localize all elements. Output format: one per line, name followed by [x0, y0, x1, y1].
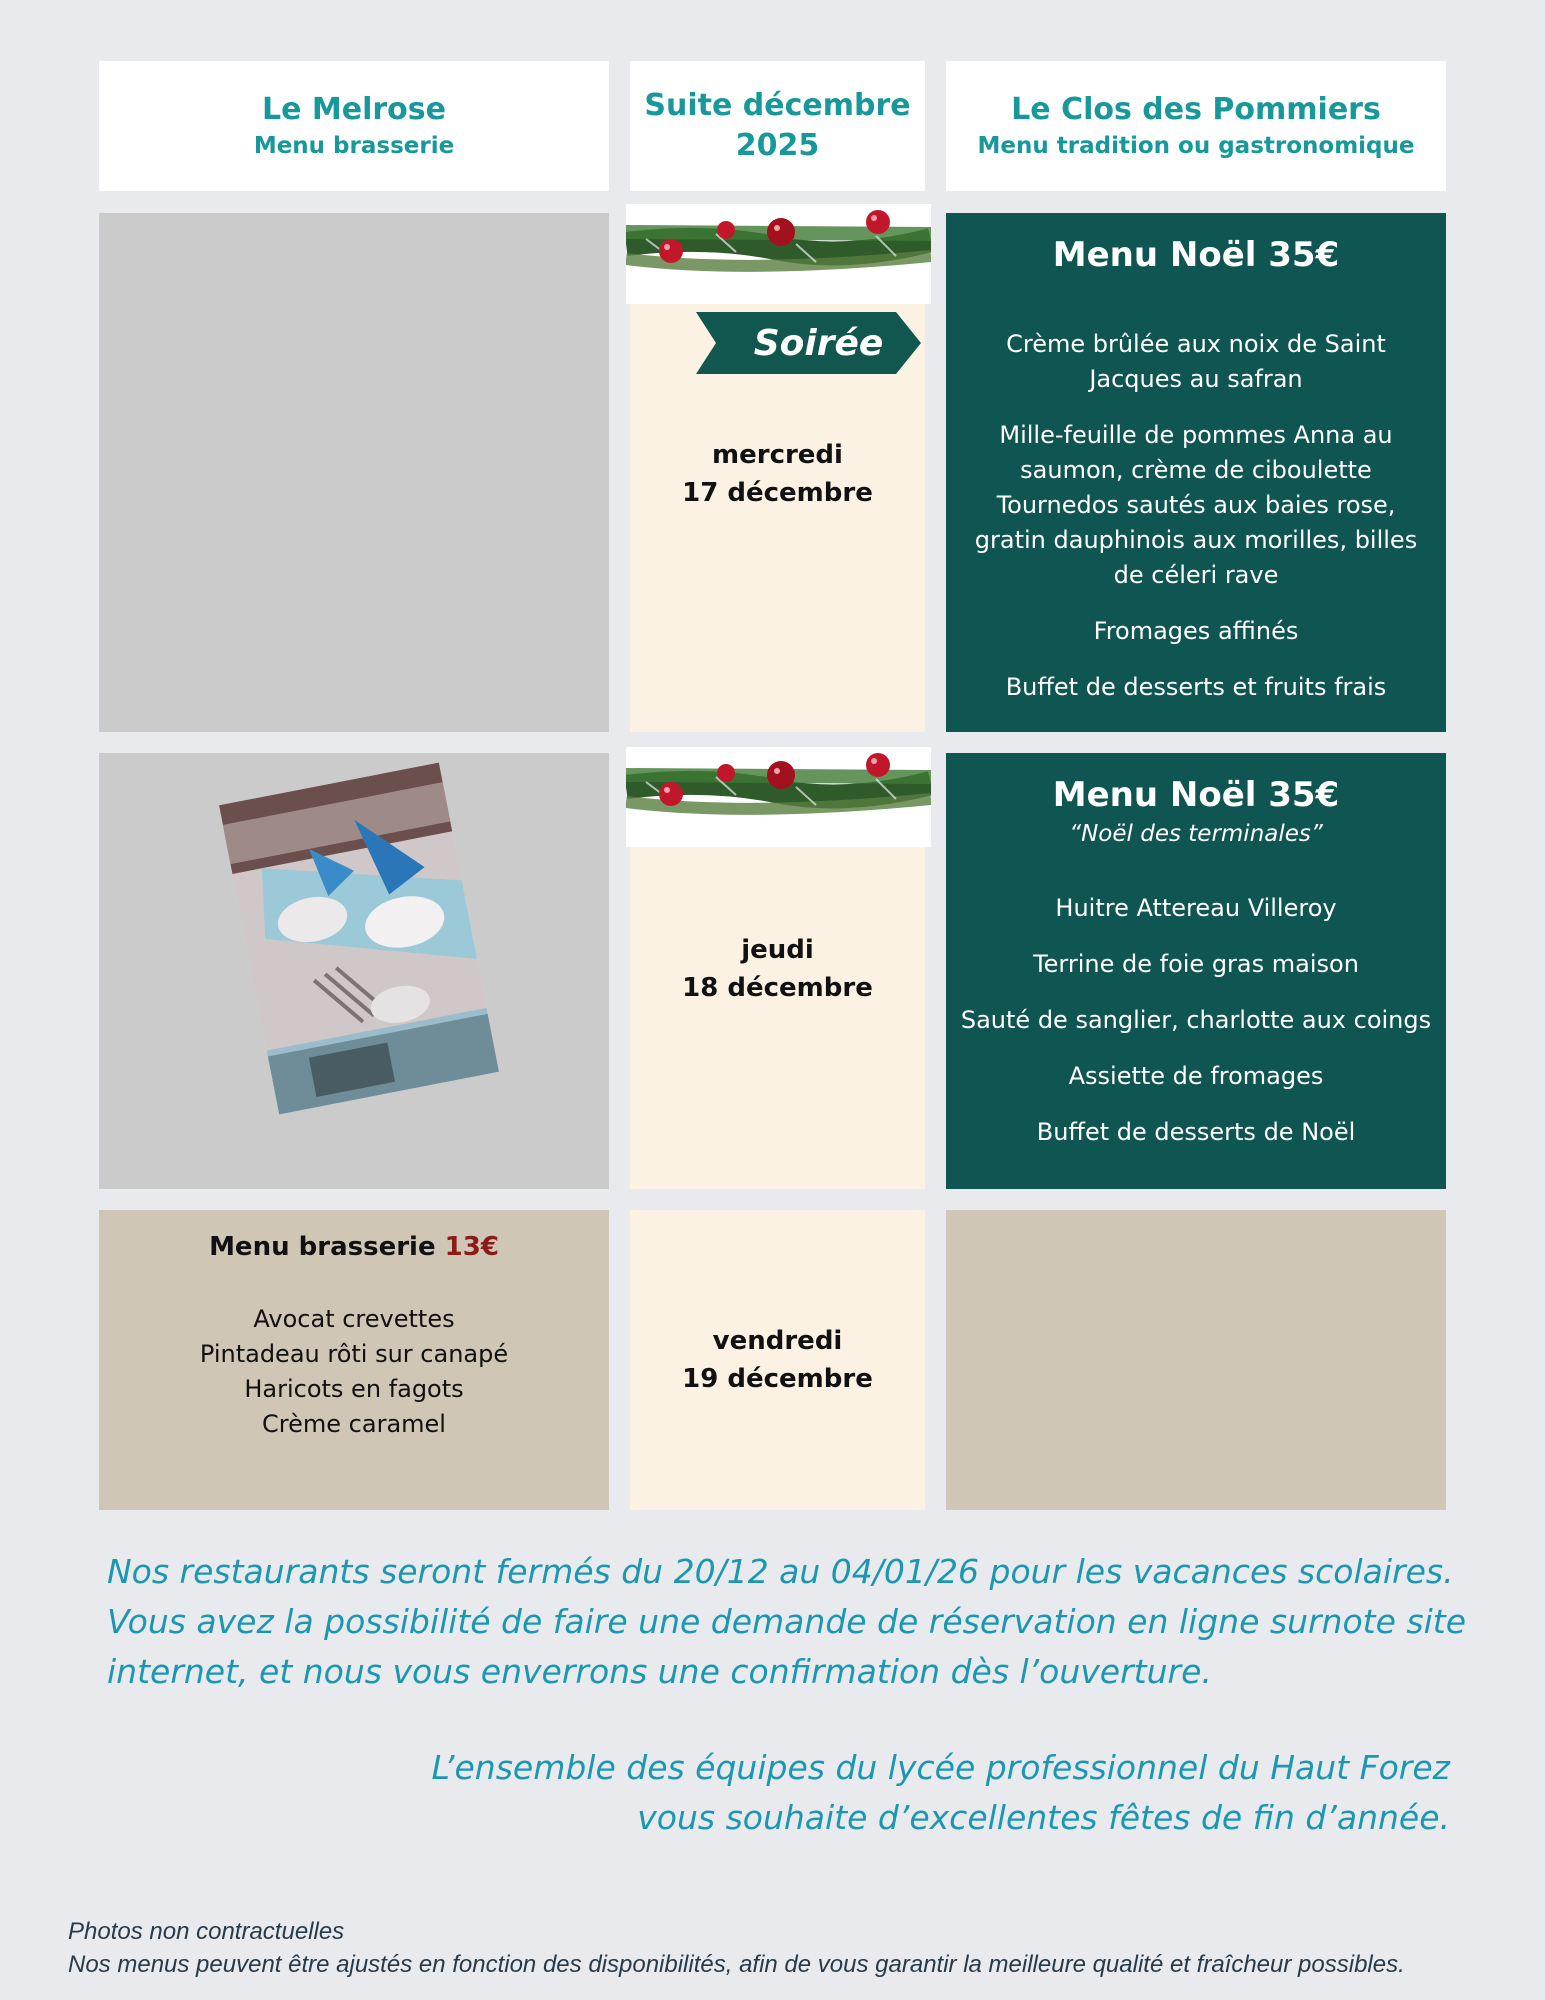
season-wishes-line: vous souhaite d’excellentes fêtes de fin d’année. — [637, 1798, 1450, 1837]
date-cell-fri — [630, 1210, 925, 1510]
date-fri-day: vendredi — [712, 1326, 843, 1356]
menu-brasserie-label: Menu brasserie — [209, 1232, 436, 1262]
menu-noel-thu-title: Menu Noël 35€ — [1052, 775, 1340, 815]
header-month — [630, 61, 925, 191]
header-clos — [946, 61, 1446, 191]
menu-noel-thu-subtitle: “Noël des terminales” — [1069, 821, 1323, 847]
header-melrose-subtitle: Menu brasserie — [253, 133, 455, 159]
menu-brasserie-cell — [99, 1210, 609, 1510]
header-clos-subtitle: Menu tradition ou gastronomique — [977, 133, 1415, 159]
menu-brasserie-title — [99, 1232, 609, 1262]
menu-brasserie-item: Haricots en fagots — [244, 1375, 464, 1403]
closure-notice-line: internet, et nous vous enverrons une confirmation dès l’ouverture. — [107, 1652, 1212, 1691]
header-melrose — [99, 61, 609, 191]
menu-noel-wed — [946, 213, 1446, 732]
date-thu-day: jeudi — [741, 935, 814, 965]
soiree-label: Soirée — [753, 322, 884, 364]
menu-noel-thu-item: Sauté de sanglier, charlotte aux coings — [960, 1006, 1432, 1034]
melrose-photo-cell — [99, 753, 609, 1189]
header-clos-title: Le Clos des Pommiers — [1011, 92, 1381, 127]
menu-noel-wed-title: Menu Noël 35€ — [1052, 235, 1340, 275]
menu-noel-thu-item: Huitre Attereau Villeroy — [1055, 894, 1337, 922]
date-fri-num: 19 décembre — [682, 1364, 873, 1394]
closure-notice — [107, 1547, 1507, 1697]
header-melrose-title: Le Melrose — [262, 92, 446, 127]
menu-noel-thu-item: Terrine de foie gras maison — [1033, 950, 1359, 978]
date-wed-num: 17 décembre — [682, 478, 873, 508]
soiree-badge — [696, 312, 921, 374]
season-wishes-line: L’ensemble des équipes du lycée professionnel du Haut Forez — [431, 1748, 1450, 1787]
date-thu — [630, 929, 925, 1009]
clos-empty-cell-3 — [946, 1210, 1446, 1510]
menu-noel-wed-item: Buffet de desserts et fruits frais — [1005, 673, 1387, 701]
menu-noel-wed-item: Crème brûlée aux noix de Saint Jacques au safran — [1006, 330, 1386, 393]
menu-brasserie-item: Crème caramel — [262, 1410, 446, 1438]
footer-menus-note: Nos menus peuvent être ajustés en fonction des disponibilités, afin de vous garantir la meilleure qualité et fraîcheur possibles. — [68, 1951, 1405, 1978]
footer-photos-note: Photos non contractuelles — [68, 1918, 345, 1945]
menu-brasserie-item: Pintadeau rôti sur canapé — [199, 1340, 509, 1368]
date-thu-num: 18 décembre — [682, 973, 873, 1003]
garland-image — [626, 747, 931, 847]
menu-noel-wed-item: Mille-feuille de pommes Anna au saumon, crème de ciboulette Tournedos sautés aux baies rose, gratin dauphinois aux morilles, billes de céleri rave — [974, 421, 1418, 589]
closure-notice-line: Nos restaurants seront fermés du 20/12 au 04/01/26 pour les vacances scolaires. — [107, 1552, 1454, 1591]
season-wishes — [146, 1743, 1450, 1843]
garland-image — [626, 204, 931, 304]
menu-noel-thu-item: Buffet de desserts de Noël — [1036, 1118, 1356, 1146]
menu-brasserie-item: Avocat crevettes — [253, 1305, 455, 1333]
date-wed-day: mercredi — [712, 440, 843, 470]
closure-notice-line: Vous avez la possibilité de faire une demande de réservation en ligne surnote site — [107, 1602, 1466, 1641]
header-month-line1: Suite décembre — [644, 88, 911, 123]
table-setting-photo — [219, 763, 499, 1115]
date-wed — [630, 434, 925, 514]
footer-disclaimer — [68, 1915, 1528, 1981]
menu-noel-thu — [946, 753, 1446, 1189]
menu-noel-wed-item: Fromages affinés — [1093, 617, 1299, 645]
melrose-empty-cell-1 — [99, 213, 609, 732]
date-cell-thu — [630, 747, 925, 1189]
menu-brasserie-price: 13€ — [444, 1232, 499, 1262]
header-month-line2: 2025 — [735, 128, 820, 163]
menu-noel-thu-item: Assiette de fromages — [1068, 1062, 1324, 1090]
date-cell-wed — [630, 204, 925, 732]
